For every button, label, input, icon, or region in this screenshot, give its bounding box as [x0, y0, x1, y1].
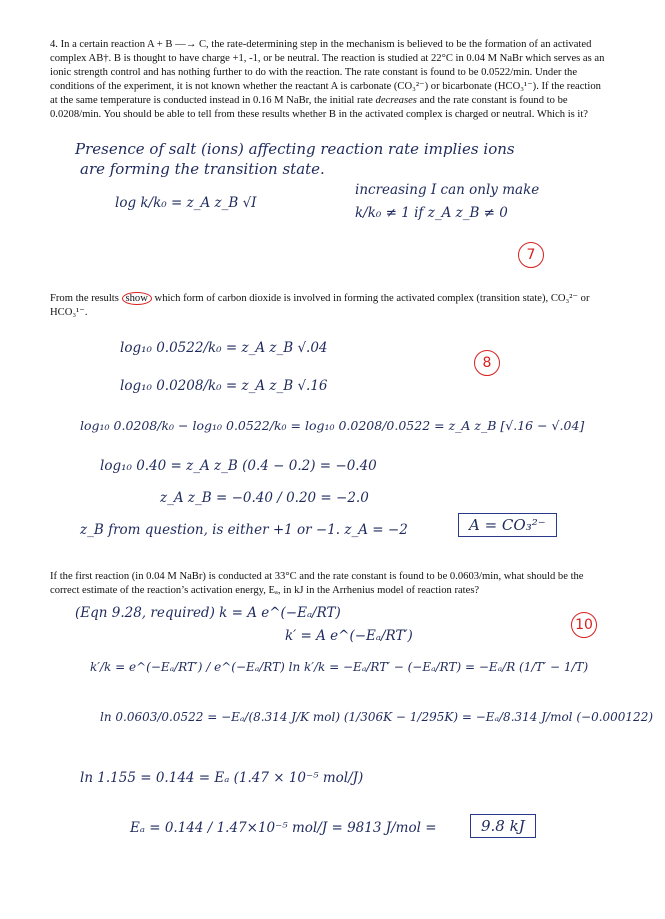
q5-circled-word: show [122, 292, 152, 305]
hw2-line-4: log₁₀ 0.40 = z_A z_B (0.4 − 0.2) = −0.40 [100, 458, 377, 474]
score-circle-10: 10 [571, 612, 597, 638]
hw-answer-line-2: are forming the transition state. [80, 160, 325, 178]
answer-box-activation-energy: 9.8 kJ [470, 814, 536, 838]
question-4-text [50, 38, 610, 121]
q5-post: which form of carbon dioxide is involved in forming the activated complex (transition state), CO₃²⁻ or HCO₃¹⁻. [50, 293, 590, 318]
hw2-line-3: log₁₀ 0.0208/k₀ − log₁₀ 0.0522/k₀ = log₁₀ 0.0208/0.0522 = z_A z_B [√.16 − √.04] [80, 418, 585, 433]
score-circle-8: 8 [474, 350, 500, 376]
question-6-text: If the first reaction (in 0.04 M NaBr) is conducted at 33°C and the rate constant is found to be 0.0603/min, what should be the correct estimate of the reaction’s activation energy, Eₐ, in kJ in the Arrhenius model of reaction rates? [50, 571, 584, 596]
q5-pre: From the results [50, 293, 122, 304]
hw-answer-line-1: Presence of salt (ions) affecting reaction rate implies ions [75, 140, 515, 158]
score-circle-7: 7 [518, 242, 544, 268]
hw3-line-6: Eₐ = 0.144 / 1.47×10⁻⁵ mol/J = 9813 J/mol = [130, 820, 437, 836]
hw3-line-3: k′/k = e^(−Eₐ/RT′) / e^(−Eₐ/RT) ln k′/k = −Eₐ/RT′ − (−Eₐ/RT) = −Eₐ/R (1/T′ − 1/T) [90, 660, 589, 674]
hw-note-1: increasing I can only make [355, 182, 540, 198]
hw-debye-huckel-eq: log k/k₀ = z_A z_B √I [115, 195, 257, 211]
hw3-line-2: k′ = A e^(−Eₐ/RT′) [285, 628, 413, 644]
hw-note-2: k/k₀ ≠ 1 if z_A z_B ≠ 0 [355, 205, 508, 221]
hw2-line-2: log₁₀ 0.0208/k₀ = z_A z_B √.16 [120, 378, 328, 394]
hw2-line-6: z_B from question, is either +1 or −1. z_A = −2 [80, 522, 408, 538]
answer-box-carbonate: A = CO₃²⁻ [458, 513, 557, 537]
hw3-line-5: ln 1.155 = 0.144 = Eₐ (1.47 × 10⁻⁵ mol/J) [80, 770, 364, 786]
question-5-text [50, 292, 610, 320]
q4-italic: decreases [375, 94, 417, 106]
q4-body: 4. In a certain reaction A + B —→ C, the rate-determining step in the mechanism is believed to be the formation of an activated complex AB†. B is thought to have charge +1, -1, or be neutral. The reaction is studied at 22°C in 0.04 M NaBr which serves as an ionic strength control and has nothing further to do with the reaction. The rate constant is found to be 0.0522/min. Under the conditions of the experiment, it is not known whether the reactant A is carbonate (CO₃²⁻) or bicarbonate (HCO₃¹⁻). If the reaction at the same temperature is conducted instead in 0.16 M NaBr, the initial rate [50, 39, 605, 106]
hw3-line-1: (Eqn 9.28, required) k = A e^(−Eₐ/RT) [75, 605, 341, 621]
q4-tail: and the rate constant is found to be 0.0208/min. You should be able to tell from these results whether B in the activated complex is charged or neutral. Which is it? [50, 94, 589, 120]
hw3-line-4: ln 0.0603/0.0522 = −Eₐ/(8.314 J/K mol) (1/306K − 1/295K) = −Eₐ/8.314 J/mol (−0.000122) [100, 710, 654, 724]
hw2-line-1: log₁₀ 0.0522/k₀ = z_A z_B √.04 [120, 340, 328, 356]
hw2-line-5: z_A z_B = −0.40 / 0.20 = −2.0 [160, 490, 369, 506]
